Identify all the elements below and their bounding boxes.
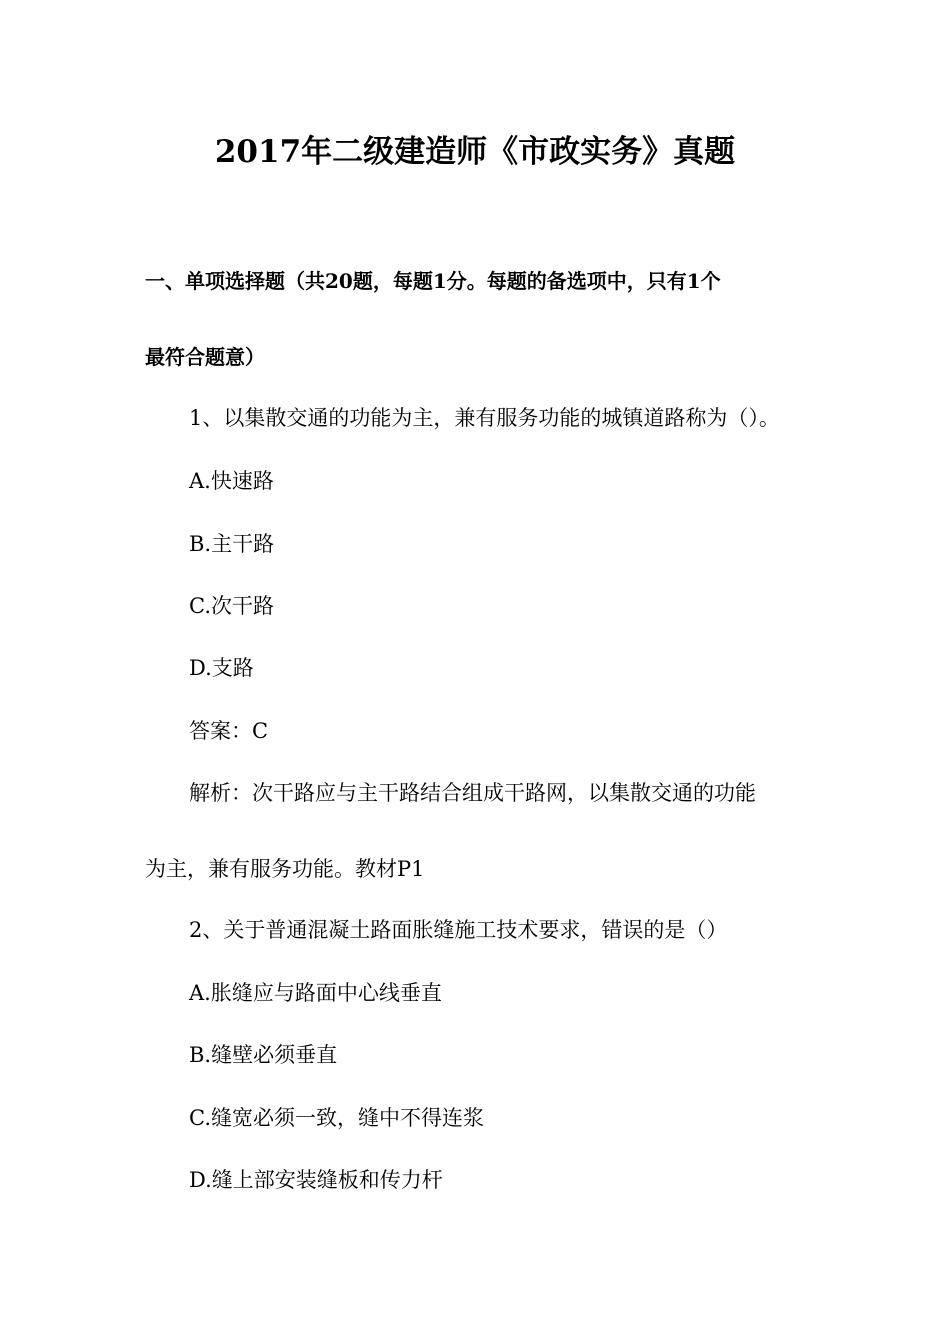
question-2-stem: 2、关于普通混凝土路面胀缝施工技术要求，错误的是（）	[189, 918, 728, 942]
question-1-option-c: C.次干路	[189, 594, 274, 618]
question-2-option-a: A.胀缝应与路面中心线垂直	[189, 981, 442, 1005]
question-1-analysis-line-2: 为主，兼有服务功能。教材P1	[145, 857, 425, 881]
question-1-stem: 1、以集散交通的功能为主，兼有服务功能的城镇道路称为（）。	[189, 406, 780, 430]
question-1-option-b: B.主干路	[189, 532, 275, 556]
question-2-option-d: D.缝上部安装缝板和传力杆	[189, 1168, 443, 1192]
document-title: 2017年二级建造师《市政实务》真题	[214, 134, 736, 170]
section-heading-line-1: 一、单项选择题（共20题，每题1分。每题的备选项中，只有1个	[145, 269, 721, 293]
question-1-option-a: A.快速路	[189, 469, 274, 493]
question-2-option-c: C.缝宽必须一致，缝中不得连浆	[189, 1106, 484, 1130]
question-1-answer: 答案：C	[189, 719, 269, 743]
question-2-option-b: B.缝壁必须垂直	[189, 1043, 338, 1067]
section-heading-line-2: 最符合题意）	[145, 345, 265, 369]
question-1-option-d: D.支路	[189, 656, 254, 680]
question-1-analysis-line-1: 解析：次干路应与主干路结合组成干路网，以集散交通的功能	[189, 781, 756, 805]
